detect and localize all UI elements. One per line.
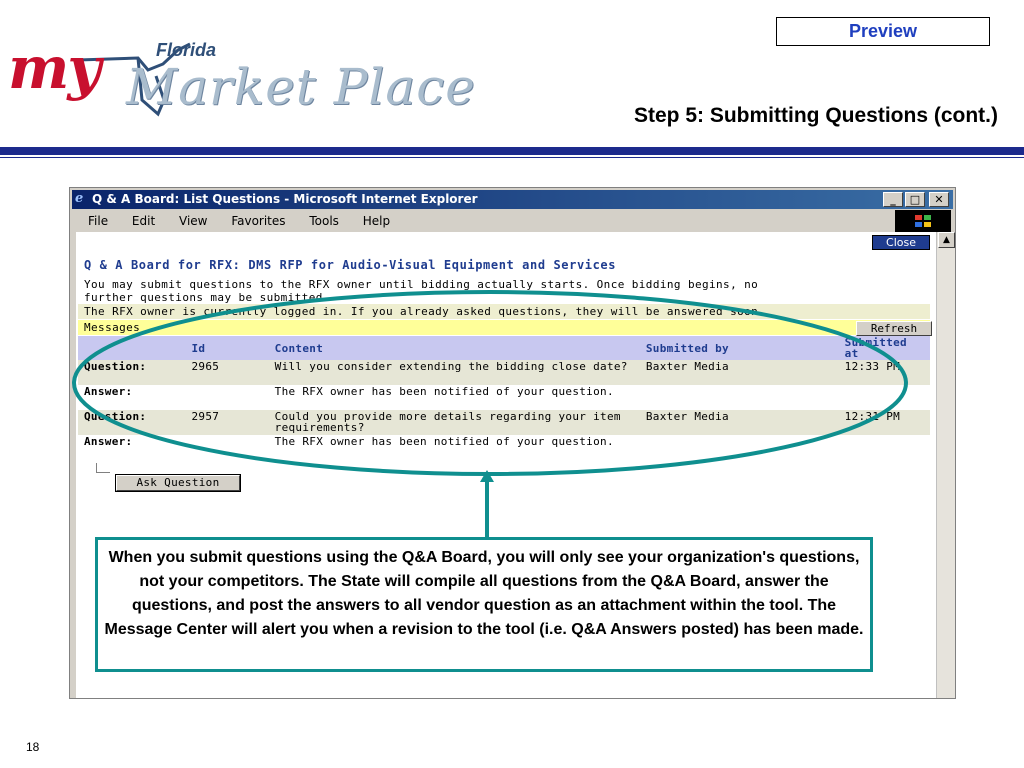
page-number: 18	[26, 740, 40, 754]
logo-marketplace-text: Market Place	[126, 58, 476, 116]
submitted-by: Baxter Media	[645, 410, 729, 423]
scroll-up-arrow-icon[interactable]: ▲	[938, 232, 955, 248]
table-header-row	[78, 336, 930, 360]
board-title: Q & A Board for RFX: DMS RFP for Audio-Visual Equipment and Services	[84, 258, 617, 272]
col-header-submitted-by: Submitted by	[645, 341, 729, 355]
submitted-by: Baxter Media	[645, 360, 729, 373]
menu-favorites[interactable]: Favorites	[231, 214, 286, 228]
refresh-button[interactable]: Refresh	[856, 321, 932, 336]
slide-title: Step 5: Submitting Questions (cont.)	[634, 104, 998, 127]
close-button[interactable]: Close	[872, 235, 930, 250]
answer-label: Answer:	[84, 435, 133, 448]
menu-file[interactable]: File	[88, 214, 109, 228]
minimize-button[interactable]: _	[883, 192, 903, 207]
question-text: Could you provide more details regarding your item requirements?	[274, 410, 621, 434]
callout-explanation: When you submit questions using the Q&A Board, you will only see your organization's questions, not your competitors. The State will compile all questions from the Q&A Board, answer the questions, and post the answers to all vendor question as an attachment within the tool. The Message Center will alert you when a revision to the tool (i.e. Q&A Answers posted) has been made.	[95, 537, 873, 672]
question-row	[78, 360, 930, 385]
answer-text: The RFX owner has been notified of your question.	[274, 435, 614, 448]
maximize-button[interactable]: □	[905, 192, 925, 207]
ie-logo-icon: e	[75, 191, 84, 206]
question-id: 2957	[191, 410, 220, 423]
browser-titlebar	[72, 190, 953, 209]
answer-text: The RFX owner has been notified of your question.	[274, 385, 614, 398]
vertical-scrollbar[interactable]	[936, 232, 955, 698]
menu-view[interactable]: View	[179, 214, 208, 228]
menu-help[interactable]: Help	[362, 214, 391, 228]
preview-label: Preview	[776, 17, 990, 46]
intro-text	[84, 278, 924, 304]
menu-bar	[72, 210, 953, 232]
logo-florida-text: Florida	[156, 40, 217, 60]
question-text: Will you consider extending the bidding close date?	[274, 360, 628, 373]
col-header-id: Id	[191, 341, 206, 355]
question-id: 2965	[191, 360, 220, 373]
browser-title: Q & A Board: List Questions - Microsoft Internet Explorer	[92, 192, 478, 206]
menu-tools[interactable]: Tools	[309, 214, 339, 228]
intro-line-2: further questions may be submitted.	[84, 291, 330, 304]
col-header-type	[78, 336, 186, 360]
answer-row	[78, 435, 930, 460]
tree-connector	[96, 463, 110, 473]
window-close-button[interactable]: ✕	[929, 192, 949, 207]
intro-line-1: You may submit questions to the RFX owner until bidding actually starts. Once bidding begins, no	[84, 278, 759, 291]
question-label: Question:	[84, 360, 147, 373]
windows-flag-icon	[895, 210, 951, 232]
question-row	[78, 410, 930, 435]
header-divider-thin	[0, 157, 1024, 158]
header-divider	[0, 147, 1024, 155]
myflorida-marketplace-logo	[8, 30, 518, 130]
answer-label: Answer:	[84, 385, 133, 398]
logo-my-text: my	[8, 34, 100, 102]
window-controls	[883, 192, 949, 207]
owner-status-message: The RFX owner is currently logged in. If you already asked questions, they will be answered soon.	[78, 304, 930, 319]
menu-edit[interactable]: Edit	[131, 214, 156, 228]
question-label: Question:	[84, 410, 147, 423]
col-header-submitted-at: Submitted at	[844, 336, 907, 360]
messages-header: Messages	[78, 320, 930, 335]
submitted-at: 12:31 PM	[844, 410, 901, 423]
submitted-at: 12:33 PM	[844, 360, 901, 373]
questions-table	[78, 336, 930, 460]
ask-question-button[interactable]: Ask Question	[116, 475, 240, 491]
answer-row	[78, 385, 930, 410]
col-header-content: Content	[274, 341, 324, 355]
